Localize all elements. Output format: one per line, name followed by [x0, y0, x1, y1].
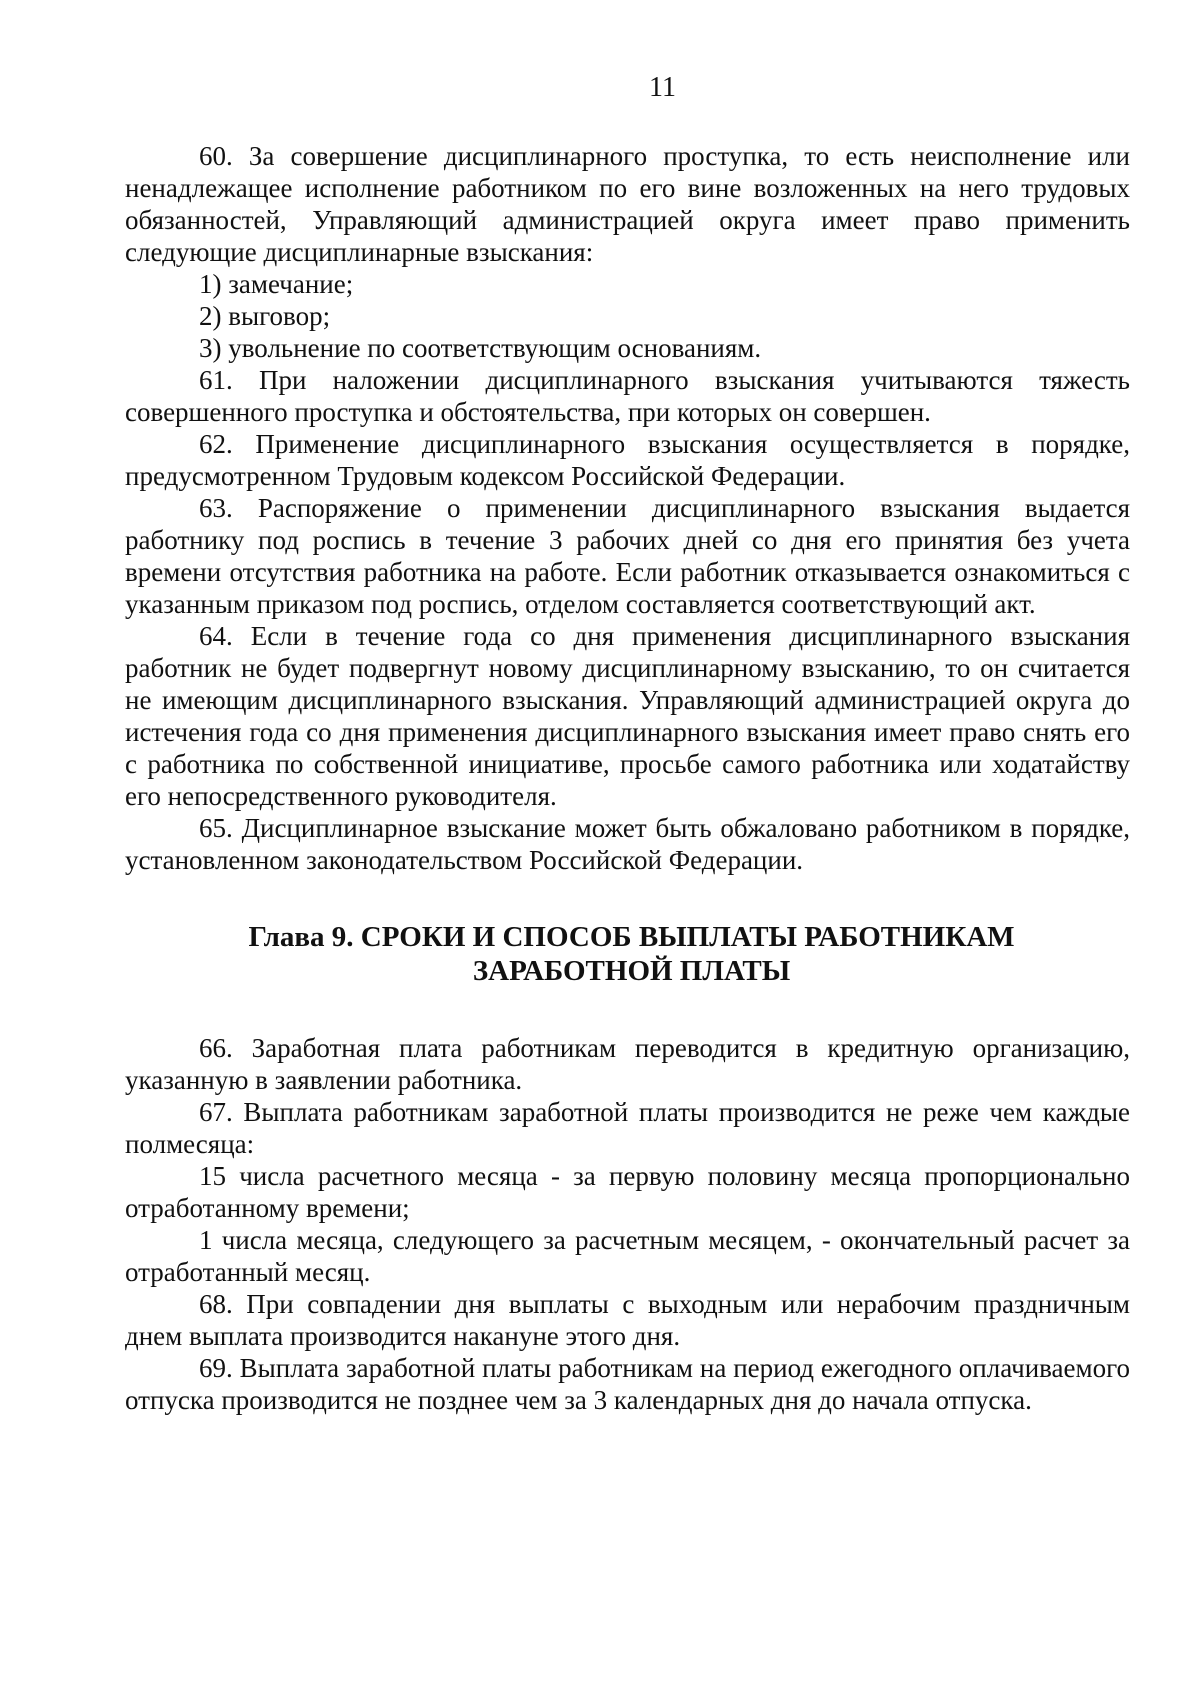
clause-69: 69. Выплата заработной платы работникам на период ежегодного оплачиваемого отпуска производится не позднее чем за 3 календарных дня до начала отпуска. [125, 1353, 1130, 1415]
payment-schedule-15th: 15 числа расчетного месяца - за первую половину месяца пропорционально отработанному времени; [125, 1161, 1130, 1223]
list-item-reprimand: 2) выговор; [199, 301, 331, 331]
chapter-heading-line-1: Глава 9. СРОКИ И СПОСОБ ВЫПЛАТЫ РАБОТНИКАМ [248, 921, 1015, 953]
clause-64: 64. Если в течение года со дня применения дисциплинарного взыскания работник не будет подвергнут новому дисциплинарному взысканию, то он считается не имеющим дисциплинарного взыскания. Управляющий администрацией округа до истечения года со дня применения дисциплинарного взыскания имеет право снять его с работника по собственной инициативе, просьбе самого работника или ходатайству его непосредственного руководителя. [125, 621, 1130, 811]
clause-63: 63. Распоряжение о применении дисциплинарного взыскания выдается работнику под роспись в течение 3 рабочих дней со дня его принятия без учета времени отсутствия работника на работе. Если работник отказывается ознакомиться с указанным приказом под роспись, отделом составляется соответствующий акт. [125, 493, 1130, 619]
clause-60: 60. За совершение дисциплинарного проступка, то есть неисполнение или ненадлежащее исполнение работником по его вине возложенных на него трудовых обязанностей, Управляющий администрацией округа имеет право применить следующие дисциплинарные взыскания: [125, 141, 1130, 267]
clause-67: 67. Выплата работникам заработной платы производится не реже чем каждые полмесяца: [125, 1097, 1130, 1159]
clause-61: 61. При наложении дисциплинарного взыскания учитываются тяжесть совершенного проступка и обстоятельства, при которых он совершен. [125, 365, 1130, 427]
clause-68: 68. При совпадении дня выплаты с выходным или нерабочим праздничным днем выплата производится накануне этого дня. [125, 1289, 1130, 1351]
payment-schedule-1st: 1 числа месяца, следующего за расчетным месяцем, - окончательный расчет за отработанный месяц. [125, 1225, 1130, 1287]
chapter-heading [125, 920, 1130, 988]
chapter-heading-line-2: ЗАРАБОТНОЙ ПЛАТЫ [472, 955, 791, 987]
list-item-reprimand-remark: 1) замечание; [199, 269, 354, 299]
clause-65: 65. Дисциплинарное взыскание может быть обжаловано работником в порядке, установленном законодательством Российской Федерации. [125, 813, 1130, 875]
document-body [125, 140, 1130, 1416]
list-item-dismissal: 3) увольнение по соответствующим основаниям. [199, 333, 762, 363]
page-number: 11 [649, 72, 676, 103]
clause-62: 62. Применение дисциплинарного взыскания осуществляется в порядке, предусмотренном Трудовым кодексом Российской Федерации. [125, 429, 1130, 491]
clause-66: 66. Заработная плата работникам переводится в кредитную организацию, указанную в заявлении работника. [125, 1033, 1130, 1095]
